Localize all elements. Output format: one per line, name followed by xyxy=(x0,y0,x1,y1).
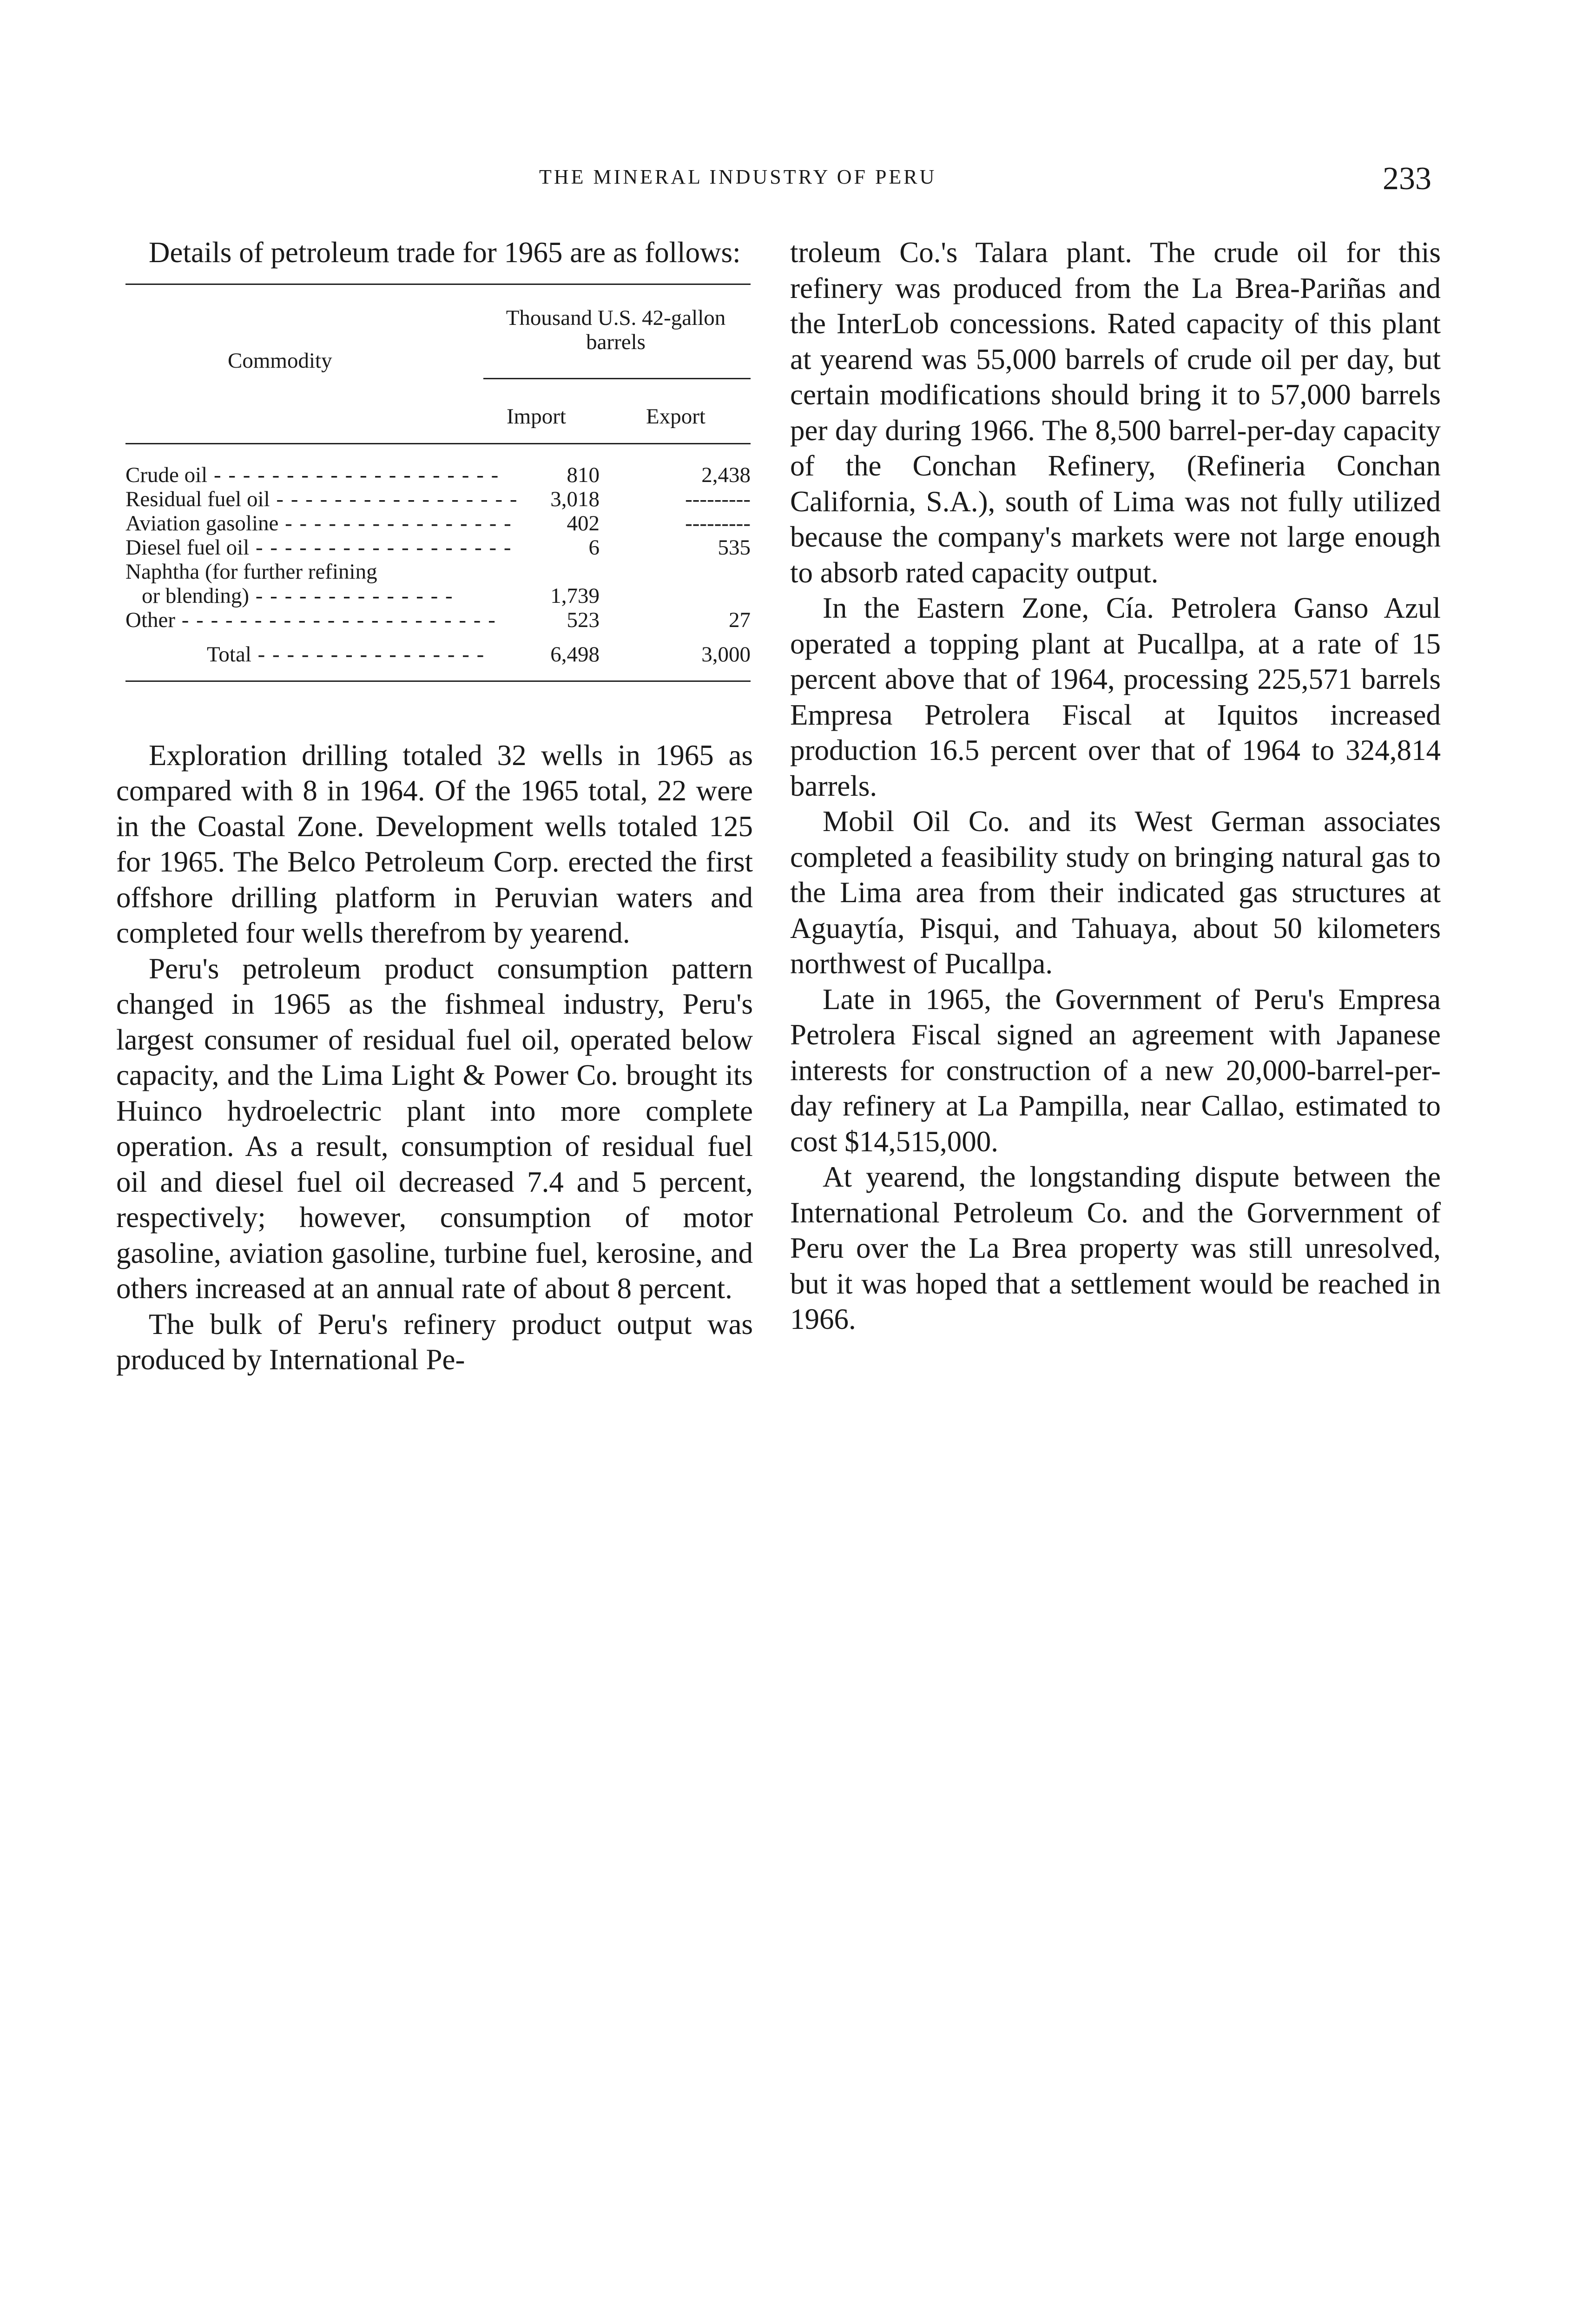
import-cell: 402 xyxy=(567,511,600,535)
export-cell xyxy=(600,584,751,608)
table-row xyxy=(125,463,751,487)
table-row xyxy=(125,584,751,608)
table-header xyxy=(125,285,751,444)
commodity-cell: Aviation gasoline - - - - - - - - - - - - - - - - xyxy=(125,511,512,535)
import-cell xyxy=(483,560,600,584)
paragraph: troleum Co.'s Talara plant. The crude oil for this refinery was produced from the La Brea-Pariñas and the InterLob concessions. Rated capacity of this plant at yearend was 55,000 barrels of crude oil per day, but certain modifications should bring it to 57,000 barrels per day during 1966. The 8,500 barrel-per-day capacity of the Conchan Refinery, (Refineria Conchan California, S.A.), south of Lima was not fully utilized because the company's markets were not large enough to absorb rated capacity output. xyxy=(790,236,1441,589)
import-cell: 1,739 xyxy=(550,583,600,608)
column-group-rule xyxy=(483,378,751,379)
table-total-row xyxy=(125,642,751,682)
paragraph: Exploration drilling totaled 32 wells in 1965 as compared with 8 in 1964. Of the 1965 total, 22 were in the Coastal Zone. Development wells totaled 125 for 1965. The Belco Petroleum Corp. erected the first offshore drilling platform in Peruvian waters and completed four wells therefrom by yearend. xyxy=(116,739,753,949)
export-cell: --------- xyxy=(685,487,751,511)
running-title: THE MINERAL INDUSTRY OF PERU xyxy=(539,165,937,188)
commodity-cell: Naphtha (for further refining xyxy=(125,559,377,584)
petroleum-trade-table xyxy=(125,284,751,682)
table-row xyxy=(125,560,751,584)
table-row xyxy=(125,487,751,511)
export-cell: 2,438 xyxy=(701,462,751,487)
export-cell: 27 xyxy=(729,607,751,632)
column-header-export: Export xyxy=(646,404,705,429)
commodity-cell: Other - - - - - - - - - - - - - - - - - - - - - - xyxy=(125,607,496,632)
left-column xyxy=(116,235,753,1378)
commodity-cell: Residual fuel oil - - - - - - - - - - - - - - - - - xyxy=(125,487,518,511)
paragraph: The bulk of Peru's refinery product output was produced by International Pe- xyxy=(116,1307,753,1376)
export-cell xyxy=(600,560,751,584)
commodity-cell: or blending) - - - - - - - - - - - - - - xyxy=(142,583,454,608)
table-intro: Details of petroleum trade for 1965 are as follows: xyxy=(149,236,741,269)
total-import-cell: 6,498 xyxy=(550,642,600,667)
table-body xyxy=(125,444,751,682)
table-row xyxy=(125,511,751,535)
commodity-cell: Crude oil - - - - - - - - - - - - - - - - - - - - xyxy=(125,462,500,487)
total-label-cell: Total - - - - - - - - - - - - - - - - xyxy=(207,642,485,667)
table-row xyxy=(125,535,751,560)
export-cell: 535 xyxy=(718,535,751,560)
paragraph: Mobil Oil Co. and its West German associates completed a feasibility study on bringing natural gas to the Lima area from their indicated gas structures at Aguaytía, Pisqui, and Tahuaya, about 50 kilometers northwest of Pucallpa. xyxy=(790,805,1441,980)
page-header xyxy=(0,160,1569,207)
column-header-import: Import xyxy=(507,404,566,429)
paragraph: At yearend, the longstanding dispute between the International Petroleum Co. and the Gorvernment of Peru over the La Brea property was still unresolved, but it was hoped that a settlement would be reached in 1966. xyxy=(790,1161,1441,1335)
export-cell: --------- xyxy=(685,511,751,535)
commodity-cell: Diesel fuel oil - - - - - - - - - - - - - - - - - - xyxy=(125,535,512,560)
import-cell: 810 xyxy=(567,462,600,487)
paragraph: In the Eastern Zone, Cía. Petrolera Ganso Azul operated a topping plant at Pucallpa, at a rate of 15 percent above that of 1964, processing 225,571 barrels Empresa Petrolera Fiscal at Iquitos increased production 16.5 percent over that of 1964 to 324,814 barrels. xyxy=(790,592,1441,802)
paragraph: Peru's petroleum product consumption pattern changed in 1965 as the fishmeal industry, Peru's largest consumer of residual fuel oil, operated below capacity, and the Lima Light & Power Co. brought its Huinco hydroelectric plant into more complete operation. As a result, consumption of residual fuel oil and diesel fuel oil decreased 7.4 and 5 percent, respectively; however, consumption of motor gasoline, aviation gasoline, turbine fuel, kerosine, and others increased at an annual rate of about 8 percent. xyxy=(116,952,753,1305)
column-group-header: Thousand U.S. 42-gallon barrels xyxy=(506,305,726,354)
import-cell: 6 xyxy=(588,535,600,560)
right-column xyxy=(790,235,1441,1337)
import-cell: 3,018 xyxy=(550,487,600,511)
total-export-cell: 3,000 xyxy=(701,642,751,667)
paragraph: Late in 1965, the Government of Peru's Empresa Petrolera Fiscal signed an agreement with Japanese interests for construction of a new 20,000-barrel-per-day refinery at La Pampilla, near Callao, estimated to cost $14,515,000. xyxy=(790,983,1441,1158)
page-number: 233 xyxy=(1383,161,1431,197)
table-row xyxy=(125,608,751,632)
column-header-commodity: Commodity xyxy=(228,348,332,373)
import-cell: 523 xyxy=(567,607,600,632)
